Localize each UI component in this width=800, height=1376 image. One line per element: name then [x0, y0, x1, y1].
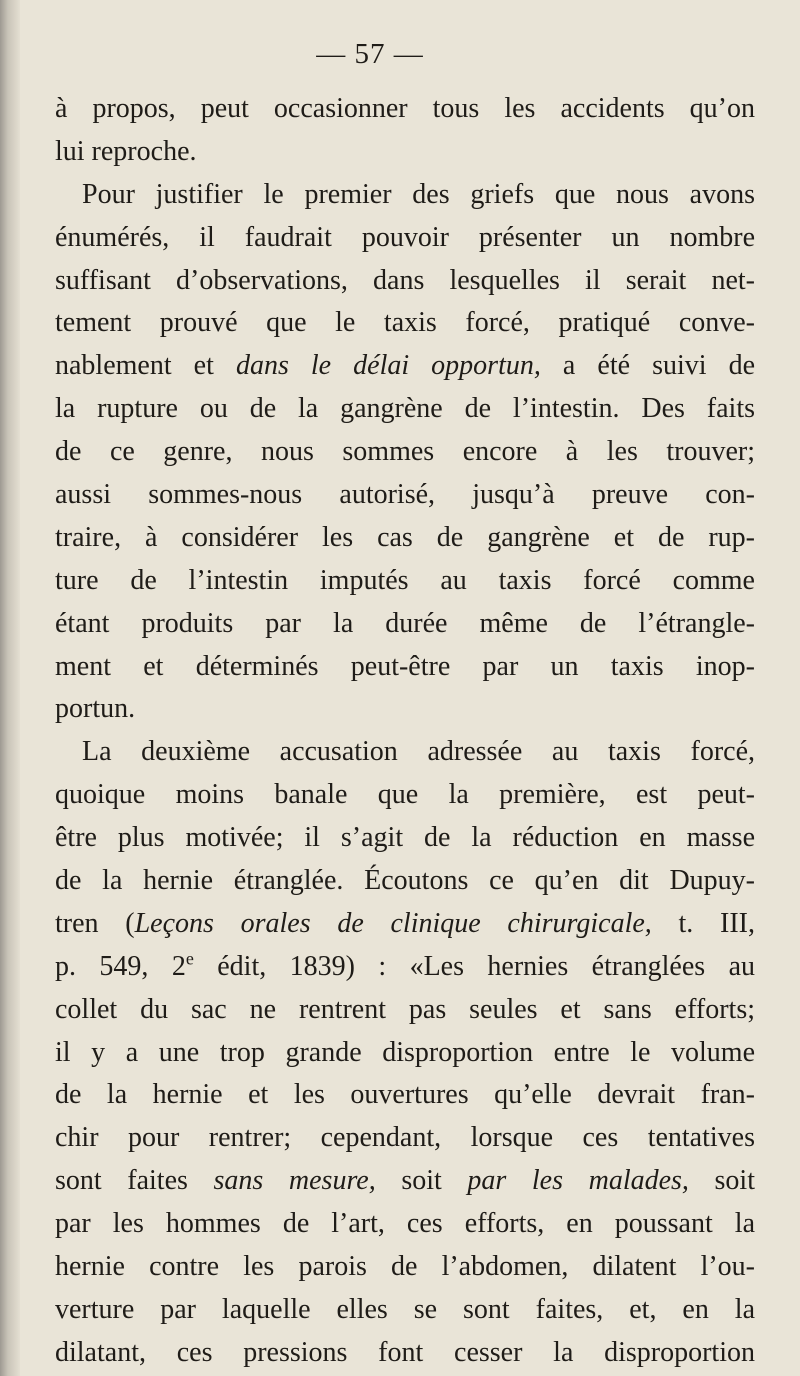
superscript: e	[185, 948, 194, 969]
text-run: édit, 1839) : «Les hernies étranglées au	[193, 950, 755, 982]
text-run: a été suivi de	[540, 350, 755, 382]
text-line: de la hernie et les ouvertures qu’elle devrait fran-	[55, 1079, 755, 1111]
text-run: nablement et	[55, 350, 236, 382]
text-line: il y a une trop grande disproportion entre le volume	[55, 1036, 755, 1068]
text-line: traire, à considérer les cas de gangrène et de rup-	[55, 521, 755, 553]
text-line: de la hernie étranglée. Écoutons ce qu’en dit Dupuy-	[55, 865, 755, 897]
text-line: collet du sac ne rentrent pas seules et sans efforts;	[55, 993, 755, 1025]
text-line: être plus motivée; il s’agit de la réduction en masse	[55, 822, 755, 854]
text-line: ment et déterminés peut-être par un taxis inop-	[55, 650, 755, 682]
text-line: étant produits par la durée même de l’étrangle-	[55, 607, 755, 639]
text-run: soit	[688, 1165, 755, 1197]
text-run: t. III,	[651, 907, 755, 939]
text-line: quoique moins banale que la première, est peut-	[55, 779, 755, 811]
text-line: verture par laquelle elles se sont faites, et, en la	[55, 1293, 755, 1325]
text-run: soit	[375, 1165, 468, 1197]
italic-phrase: dans le délai opportun,	[235, 350, 541, 382]
text-line	[55, 345, 755, 388]
text-line: de ce genre, nous sommes encore à les trouver;	[55, 436, 755, 468]
text-line: suffisant d’observations, dans lesquelles il serait net-	[55, 264, 755, 296]
text-line: portun.	[55, 693, 136, 725]
page-number: — 57 —	[316, 38, 424, 70]
text-line: aussi sommes-nous autorisé, jusqu’à preuve con-	[55, 479, 755, 511]
text-line	[55, 946, 755, 989]
italic-phrase: par les malades,	[467, 1165, 689, 1197]
text-line: chir pour rentrer; cependant, lorsque ces tentatives	[55, 1122, 755, 1154]
text-line: énumérés, il faudrait pouvoir présenter un nombre	[55, 221, 755, 253]
paragraph-start-line: Pour justifier le premier des griefs que nous avons	[82, 178, 755, 210]
text-line: dilatant, ces pressions font cesser la disproportion	[55, 1336, 755, 1368]
italic-citation: Leçons orales de clinique chirurgicale,	[134, 907, 652, 939]
italic-phrase: sans mesure,	[213, 1165, 376, 1197]
text-line	[55, 1160, 755, 1203]
text-line: la rupture ou de la gangrène de l’intestin. Des faits	[55, 393, 755, 425]
text-line: ture de l’intestin imputés au taxis forcé comme	[55, 564, 755, 596]
text-line: lui reproche.	[55, 135, 197, 167]
text-line: à propos, peut occasionner tous les accidents qu’on	[55, 93, 755, 124]
text-line: tement prouvé que le taxis forcé, pratiqué conve-	[55, 307, 755, 339]
body-text	[55, 88, 755, 1375]
text-run: tren (	[55, 907, 135, 939]
text-run: sont faites	[55, 1165, 214, 1197]
text-line	[55, 903, 755, 946]
paragraph-start-line: La deuxième accusation adressée au taxis forcé,	[82, 736, 755, 768]
text-run: p. 549, 2	[55, 950, 186, 982]
text-line: hernie contre les parois de l’abdomen, dilatent l’ou-	[55, 1251, 755, 1283]
text-line: par les hommes de l’art, ces efforts, en poussant la	[55, 1208, 755, 1240]
